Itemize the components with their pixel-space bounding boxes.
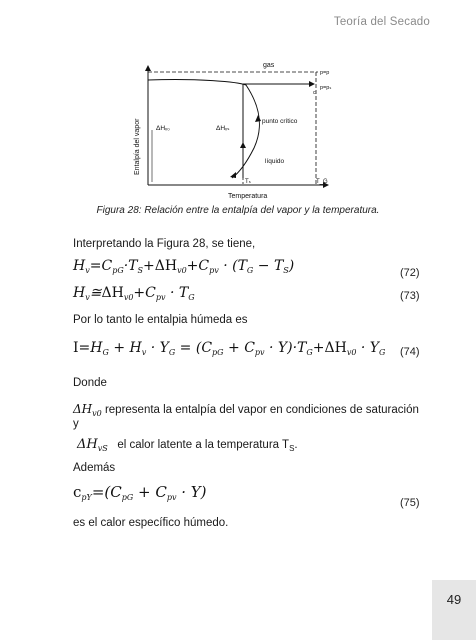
- x-axis-label: Temperatura: [228, 193, 268, 200]
- dh-vs-description: $\Delta H_{vS}$ el calor latente a la temperatura $T_S$.: [77, 437, 298, 453]
- equation-72: $H_v=C_{pG}\cdot T_S+\Delta H_{v0}+C_{pv} \cdot (T_G - T_S)$: [73, 258, 295, 275]
- equation-73-number: (73): [400, 290, 420, 302]
- figure-caption: Figura 28: Relación entre la entalpía del vapor y la temperatura.: [96, 205, 380, 216]
- equation-73: $H_v≅\Delta H_{v0}+C_{pv} \cdot T_G$: [73, 285, 195, 302]
- p-eq-ps-label: p=pₛ: [320, 85, 332, 91]
- critical-point-label: punto crítico: [262, 118, 298, 125]
- page-number-tab: [432, 580, 476, 640]
- enthalpy-temperature-diagram: [128, 60, 348, 205]
- intro-text: Interpretando la Figura 28, se tiene,: [73, 238, 256, 250]
- dh-v0-description: $\Delta H_{v0}$ representa la entalpía del vapor en condiciones de saturación: [73, 402, 419, 418]
- equation-75-number: (75): [400, 497, 420, 509]
- page-number: 49: [446, 592, 462, 607]
- c-label: c: [313, 90, 316, 96]
- equation-74: $I=H_G + H_v \cdot Y_G = (C_{pG} + C_{pv} \cdot Y)\cdot T_G+\Delta H_{v0} \cdot Y_G$: [73, 340, 386, 357]
- equation-74-number: (74): [400, 346, 420, 358]
- running-header: Teoría del Secado: [333, 16, 430, 28]
- p-eq-p-label: p=p: [320, 70, 330, 76]
- tg-label: T_G: [316, 179, 328, 185]
- y-axis-label: Entalpía del vapor: [134, 118, 141, 175]
- gas-label: gas: [263, 62, 275, 69]
- y-conjunction: y: [73, 418, 79, 430]
- dh-vs-label: ΔHᵥₛ: [216, 125, 230, 132]
- equation-72-number: (72): [400, 267, 420, 279]
- specific-heat-text: es el calor específico húmedo.: [73, 517, 229, 529]
- ts-label: Tₛ: [245, 179, 251, 185]
- ademas-text: Además: [73, 462, 116, 474]
- dh-v0-label: ΔHᵥ₀: [156, 125, 170, 132]
- moist-enthalpy-intro: Por lo tanto le entalpia húmeda es: [73, 314, 248, 326]
- equation-75: $c_{pY}=(C_{pG} + C_{pv} \cdot Y)$: [73, 483, 207, 502]
- donde-text: Donde: [73, 377, 107, 389]
- liquid-label: líquido: [265, 158, 285, 165]
